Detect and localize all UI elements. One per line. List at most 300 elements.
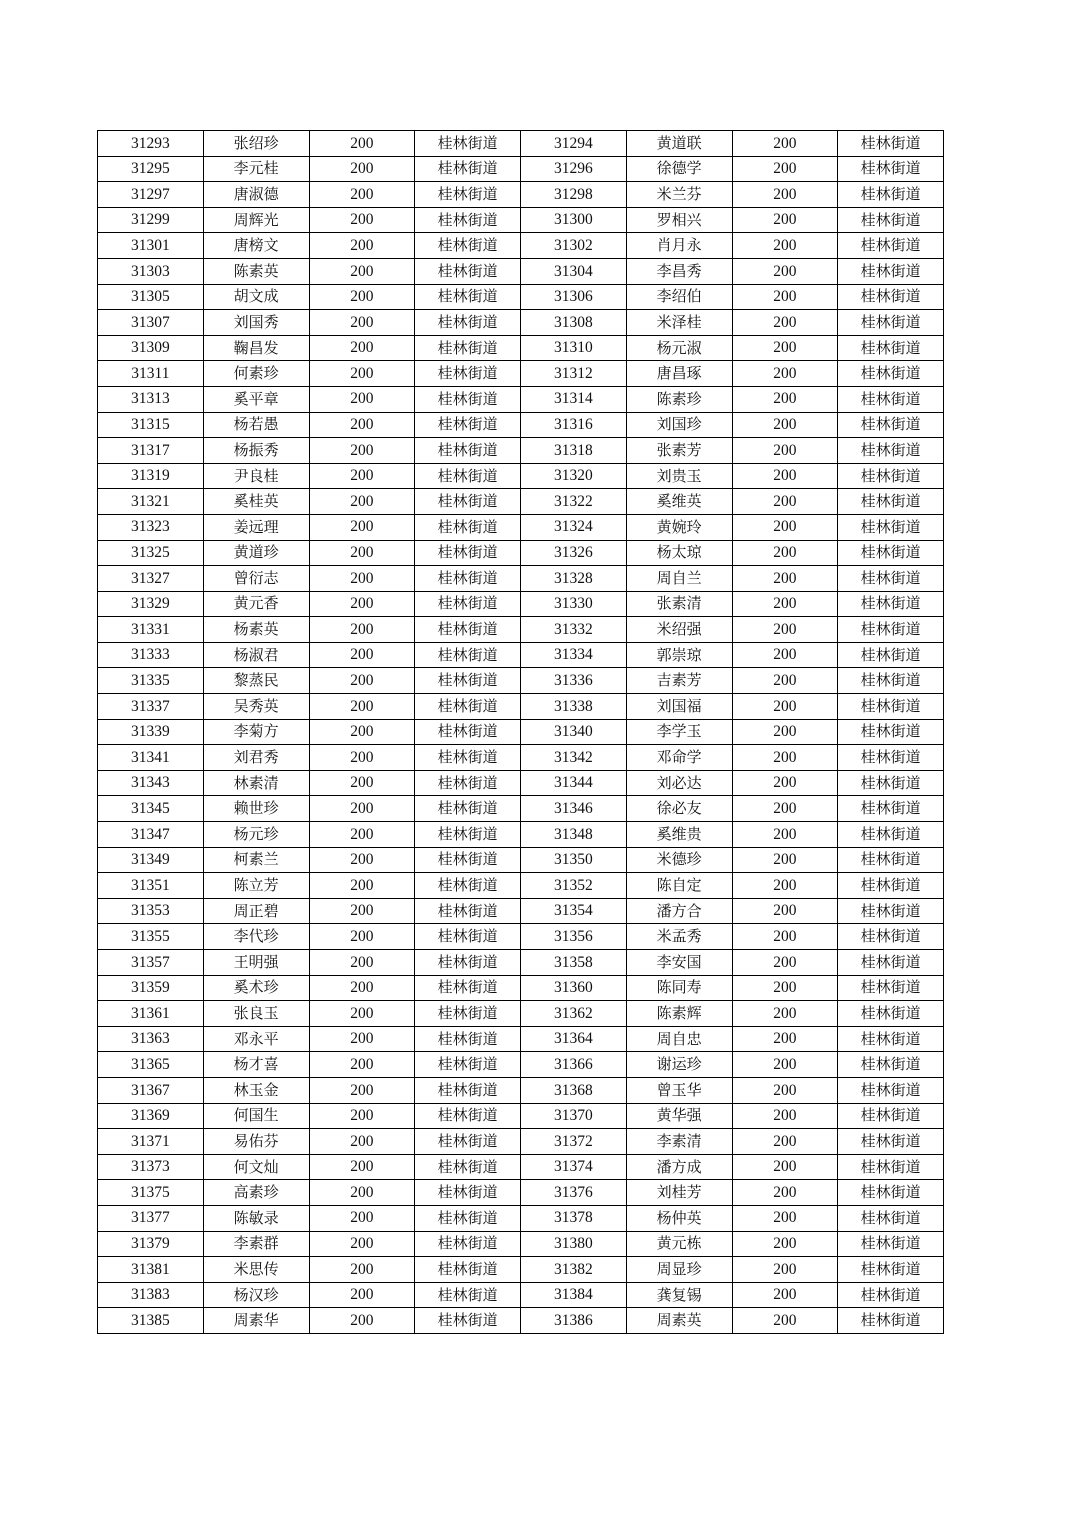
right-id-cell: 31330 — [521, 591, 627, 617]
right-amount-cell: 200 — [732, 719, 838, 745]
table-row — [98, 258, 944, 284]
table-row — [98, 642, 944, 668]
right-name-cell: 米孟秀 — [626, 924, 732, 950]
right-id-cell: 31300 — [521, 207, 627, 233]
left-name-cell: 唐淑德 — [203, 182, 309, 208]
right-amount-cell: 200 — [732, 1257, 838, 1283]
right-district-cell: 桂林街道 — [838, 1308, 944, 1334]
right-amount-cell: 200 — [732, 438, 838, 464]
left-name-cell: 陈素英 — [203, 258, 309, 284]
right-amount-cell: 200 — [732, 335, 838, 361]
right-district-cell: 桂林街道 — [838, 131, 944, 157]
right-district-cell: 桂林街道 — [838, 386, 944, 412]
left-amount-cell: 200 — [309, 591, 415, 617]
left-name-cell: 黄道珍 — [203, 540, 309, 566]
right-district-cell: 桂林街道 — [838, 156, 944, 182]
left-amount-cell: 200 — [309, 258, 415, 284]
right-amount-cell: 200 — [732, 514, 838, 540]
left-district-cell: 桂林街道 — [415, 361, 521, 387]
right-name-cell: 吉素芳 — [626, 668, 732, 694]
right-district-cell: 桂林街道 — [838, 361, 944, 387]
right-name-cell: 刘国福 — [626, 694, 732, 720]
left-amount-cell: 200 — [309, 617, 415, 643]
right-id-cell: 31302 — [521, 233, 627, 259]
right-name-cell: 李昌秀 — [626, 258, 732, 284]
left-amount-cell: 200 — [309, 873, 415, 899]
left-district-cell: 桂林街道 — [415, 745, 521, 771]
left-amount-cell: 200 — [309, 412, 415, 438]
left-district-cell: 桂林街道 — [415, 233, 521, 259]
right-district-cell: 桂林街道 — [838, 1154, 944, 1180]
left-district-cell: 桂林街道 — [415, 642, 521, 668]
left-amount-cell: 200 — [309, 1026, 415, 1052]
left-district-cell: 桂林街道 — [415, 1103, 521, 1129]
left-name-cell: 杨振秀 — [203, 438, 309, 464]
right-district-cell: 桂林街道 — [838, 1231, 944, 1257]
left-id-cell: 31303 — [98, 258, 204, 284]
right-amount-cell: 200 — [732, 924, 838, 950]
left-district-cell: 桂林街道 — [415, 284, 521, 310]
table-row — [98, 1282, 944, 1308]
left-name-cell: 周辉光 — [203, 207, 309, 233]
left-id-cell: 31325 — [98, 540, 204, 566]
right-district-cell: 桂林街道 — [838, 310, 944, 336]
left-district-cell: 桂林街道 — [415, 770, 521, 796]
table-row — [98, 1308, 944, 1334]
left-name-cell: 刘国秀 — [203, 310, 309, 336]
right-district-cell: 桂林街道 — [838, 1129, 944, 1155]
left-amount-cell: 200 — [309, 1052, 415, 1078]
right-name-cell: 奚维贵 — [626, 822, 732, 848]
left-amount-cell: 200 — [309, 233, 415, 259]
left-amount-cell: 200 — [309, 770, 415, 796]
right-district-cell: 桂林街道 — [838, 1052, 944, 1078]
right-name-cell: 刘贵玉 — [626, 463, 732, 489]
left-name-cell: 黎蒸民 — [203, 668, 309, 694]
table-row — [98, 1154, 944, 1180]
right-id-cell: 31360 — [521, 975, 627, 1001]
right-id-cell: 31312 — [521, 361, 627, 387]
right-name-cell: 米泽桂 — [626, 310, 732, 336]
left-district-cell: 桂林街道 — [415, 1077, 521, 1103]
right-district-cell: 桂林街道 — [838, 489, 944, 515]
right-id-cell: 31322 — [521, 489, 627, 515]
right-amount-cell: 200 — [732, 1282, 838, 1308]
left-amount-cell: 200 — [309, 1077, 415, 1103]
right-amount-cell: 200 — [732, 617, 838, 643]
right-name-cell: 李素清 — [626, 1129, 732, 1155]
right-district-cell: 桂林街道 — [838, 258, 944, 284]
left-id-cell: 31311 — [98, 361, 204, 387]
left-id-cell: 31371 — [98, 1129, 204, 1155]
right-name-cell: 刘桂芳 — [626, 1180, 732, 1206]
right-district-cell: 桂林街道 — [838, 1205, 944, 1231]
left-name-cell: 易佑芬 — [203, 1129, 309, 1155]
left-amount-cell: 200 — [309, 1308, 415, 1334]
right-name-cell: 黄道联 — [626, 131, 732, 157]
right-district-cell: 桂林街道 — [838, 566, 944, 592]
table-row — [98, 566, 944, 592]
table-row — [98, 463, 944, 489]
left-amount-cell: 200 — [309, 642, 415, 668]
left-id-cell: 31341 — [98, 745, 204, 771]
right-id-cell: 31380 — [521, 1231, 627, 1257]
right-amount-cell: 200 — [732, 770, 838, 796]
right-id-cell: 31364 — [521, 1026, 627, 1052]
table-row — [98, 1077, 944, 1103]
right-name-cell: 罗相兴 — [626, 207, 732, 233]
left-id-cell: 31299 — [98, 207, 204, 233]
right-district-cell: 桂林街道 — [838, 745, 944, 771]
left-name-cell: 何文灿 — [203, 1154, 309, 1180]
right-district-cell: 桂林街道 — [838, 591, 944, 617]
right-amount-cell: 200 — [732, 233, 838, 259]
right-name-cell: 张素芳 — [626, 438, 732, 464]
left-name-cell: 陈敏录 — [203, 1205, 309, 1231]
right-district-cell: 桂林街道 — [838, 1257, 944, 1283]
left-amount-cell: 200 — [309, 489, 415, 515]
right-name-cell: 陈同寿 — [626, 975, 732, 1001]
left-id-cell: 31331 — [98, 617, 204, 643]
left-id-cell: 31307 — [98, 310, 204, 336]
left-amount-cell: 200 — [309, 1231, 415, 1257]
right-id-cell: 31326 — [521, 540, 627, 566]
right-amount-cell: 200 — [732, 386, 838, 412]
left-amount-cell: 200 — [309, 898, 415, 924]
right-district-cell: 桂林街道 — [838, 898, 944, 924]
left-amount-cell: 200 — [309, 924, 415, 950]
right-district-cell: 桂林街道 — [838, 1001, 944, 1027]
left-name-cell: 杨元珍 — [203, 822, 309, 848]
right-id-cell: 31344 — [521, 770, 627, 796]
left-amount-cell: 200 — [309, 438, 415, 464]
right-id-cell: 31386 — [521, 1308, 627, 1334]
left-name-cell: 刘君秀 — [203, 745, 309, 771]
right-amount-cell: 200 — [732, 566, 838, 592]
table-row — [98, 412, 944, 438]
left-id-cell: 31351 — [98, 873, 204, 899]
right-amount-cell: 200 — [732, 822, 838, 848]
right-district-cell: 桂林街道 — [838, 514, 944, 540]
right-name-cell: 邓命学 — [626, 745, 732, 771]
right-amount-cell: 200 — [732, 1077, 838, 1103]
table-row — [98, 310, 944, 336]
right-id-cell: 31382 — [521, 1257, 627, 1283]
right-district-cell: 桂林街道 — [838, 540, 944, 566]
left-amount-cell: 200 — [309, 566, 415, 592]
left-amount-cell: 200 — [309, 1257, 415, 1283]
left-name-cell: 杨淑君 — [203, 642, 309, 668]
left-district-cell: 桂林街道 — [415, 950, 521, 976]
right-district-cell: 桂林街道 — [838, 1180, 944, 1206]
left-amount-cell: 200 — [309, 514, 415, 540]
table-row — [98, 386, 944, 412]
table-row — [98, 1231, 944, 1257]
left-amount-cell: 200 — [309, 975, 415, 1001]
right-amount-cell: 200 — [732, 745, 838, 771]
right-amount-cell: 200 — [732, 412, 838, 438]
left-name-cell: 杨汉珍 — [203, 1282, 309, 1308]
left-district-cell: 桂林街道 — [415, 310, 521, 336]
right-amount-cell: 200 — [732, 1129, 838, 1155]
left-district-cell: 桂林街道 — [415, 566, 521, 592]
right-district-cell: 桂林街道 — [838, 1026, 944, 1052]
left-district-cell: 桂林街道 — [415, 591, 521, 617]
right-district-cell: 桂林街道 — [838, 463, 944, 489]
right-amount-cell: 200 — [732, 182, 838, 208]
table-row — [98, 822, 944, 848]
right-amount-cell: 200 — [732, 489, 838, 515]
left-name-cell: 唐榜文 — [203, 233, 309, 259]
right-district-cell: 桂林街道 — [838, 1077, 944, 1103]
left-district-cell: 桂林街道 — [415, 1001, 521, 1027]
right-id-cell: 31366 — [521, 1052, 627, 1078]
left-name-cell: 吴秀英 — [203, 694, 309, 720]
left-id-cell: 31385 — [98, 1308, 204, 1334]
left-amount-cell: 200 — [309, 694, 415, 720]
left-district-cell: 桂林街道 — [415, 694, 521, 720]
table-row — [98, 1257, 944, 1283]
right-name-cell: 曾玉华 — [626, 1077, 732, 1103]
right-district-cell: 桂林街道 — [838, 233, 944, 259]
left-id-cell: 31363 — [98, 1026, 204, 1052]
left-id-cell: 31327 — [98, 566, 204, 592]
left-id-cell: 31323 — [98, 514, 204, 540]
right-amount-cell: 200 — [732, 361, 838, 387]
left-name-cell: 周正碧 — [203, 898, 309, 924]
left-district-cell: 桂林街道 — [415, 1154, 521, 1180]
right-id-cell: 31308 — [521, 310, 627, 336]
left-amount-cell: 200 — [309, 335, 415, 361]
right-amount-cell: 200 — [732, 1052, 838, 1078]
table-row — [98, 1052, 944, 1078]
right-id-cell: 31384 — [521, 1282, 627, 1308]
right-amount-cell: 200 — [732, 540, 838, 566]
right-amount-cell: 200 — [732, 796, 838, 822]
left-district-cell: 桂林街道 — [415, 1052, 521, 1078]
right-id-cell: 31298 — [521, 182, 627, 208]
table-row — [98, 438, 944, 464]
table-row — [98, 1103, 944, 1129]
left-name-cell: 林玉金 — [203, 1077, 309, 1103]
table-body — [98, 131, 944, 1334]
right-amount-cell: 200 — [732, 284, 838, 310]
left-name-cell: 鞠昌发 — [203, 335, 309, 361]
right-name-cell: 周自忠 — [626, 1026, 732, 1052]
left-name-cell: 何素珍 — [203, 361, 309, 387]
table-row — [98, 796, 944, 822]
right-amount-cell: 200 — [732, 873, 838, 899]
right-id-cell: 31342 — [521, 745, 627, 771]
left-amount-cell: 200 — [309, 1103, 415, 1129]
left-name-cell: 杨若愚 — [203, 412, 309, 438]
right-name-cell: 杨太琼 — [626, 540, 732, 566]
left-amount-cell: 200 — [309, 822, 415, 848]
left-name-cell: 邓永平 — [203, 1026, 309, 1052]
left-amount-cell: 200 — [309, 207, 415, 233]
left-id-cell: 31319 — [98, 463, 204, 489]
left-amount-cell: 200 — [309, 182, 415, 208]
table-row — [98, 1180, 944, 1206]
right-id-cell: 31304 — [521, 258, 627, 284]
right-district-cell: 桂林街道 — [838, 694, 944, 720]
right-amount-cell: 200 — [732, 950, 838, 976]
right-id-cell: 31362 — [521, 1001, 627, 1027]
left-name-cell: 奚桂英 — [203, 489, 309, 515]
left-name-cell: 曾衍志 — [203, 566, 309, 592]
table-row — [98, 950, 944, 976]
left-district-cell: 桂林街道 — [415, 182, 521, 208]
left-name-cell: 杨素英 — [203, 617, 309, 643]
right-id-cell: 31352 — [521, 873, 627, 899]
table-row — [98, 284, 944, 310]
left-name-cell: 李菊方 — [203, 719, 309, 745]
right-id-cell: 31334 — [521, 642, 627, 668]
left-district-cell: 桂林街道 — [415, 1257, 521, 1283]
table-row — [98, 770, 944, 796]
table-row — [98, 898, 944, 924]
left-id-cell: 31355 — [98, 924, 204, 950]
table-row — [98, 591, 944, 617]
left-amount-cell: 200 — [309, 1205, 415, 1231]
left-id-cell: 31379 — [98, 1231, 204, 1257]
left-amount-cell: 200 — [309, 668, 415, 694]
table-row — [98, 975, 944, 1001]
right-district-cell: 桂林街道 — [838, 207, 944, 233]
right-id-cell: 31376 — [521, 1180, 627, 1206]
right-id-cell: 31320 — [521, 463, 627, 489]
right-district-cell: 桂林街道 — [838, 770, 944, 796]
left-id-cell: 31369 — [98, 1103, 204, 1129]
left-name-cell: 张良玉 — [203, 1001, 309, 1027]
table-row — [98, 719, 944, 745]
left-district-cell: 桂林街道 — [415, 1026, 521, 1052]
left-name-cell: 柯素兰 — [203, 847, 309, 873]
right-name-cell: 郭崇琼 — [626, 642, 732, 668]
left-amount-cell: 200 — [309, 950, 415, 976]
right-district-cell: 桂林街道 — [838, 1103, 944, 1129]
left-id-cell: 31343 — [98, 770, 204, 796]
left-district-cell: 桂林街道 — [415, 258, 521, 284]
right-name-cell: 刘国珍 — [626, 412, 732, 438]
left-id-cell: 31381 — [98, 1257, 204, 1283]
left-id-cell: 31321 — [98, 489, 204, 515]
right-amount-cell: 200 — [732, 847, 838, 873]
right-id-cell: 31294 — [521, 131, 627, 157]
left-district-cell: 桂林街道 — [415, 924, 521, 950]
left-district-cell: 桂林街道 — [415, 1129, 521, 1155]
table-row — [98, 207, 944, 233]
left-district-cell: 桂林街道 — [415, 1282, 521, 1308]
left-amount-cell: 200 — [309, 284, 415, 310]
right-id-cell: 31340 — [521, 719, 627, 745]
left-amount-cell: 200 — [309, 745, 415, 771]
table-row — [98, 1001, 944, 1027]
right-id-cell: 31348 — [521, 822, 627, 848]
right-amount-cell: 200 — [732, 898, 838, 924]
right-name-cell: 刘必达 — [626, 770, 732, 796]
left-id-cell: 31349 — [98, 847, 204, 873]
left-name-cell: 何国生 — [203, 1103, 309, 1129]
left-id-cell: 31367 — [98, 1077, 204, 1103]
right-district-cell: 桂林街道 — [838, 182, 944, 208]
left-district-cell: 桂林街道 — [415, 386, 521, 412]
left-amount-cell: 200 — [309, 796, 415, 822]
right-id-cell: 31374 — [521, 1154, 627, 1180]
left-name-cell: 奚术珍 — [203, 975, 309, 1001]
left-id-cell: 31359 — [98, 975, 204, 1001]
left-id-cell: 31317 — [98, 438, 204, 464]
right-amount-cell: 200 — [732, 1308, 838, 1334]
right-district-cell: 桂林街道 — [838, 975, 944, 1001]
right-name-cell: 徐德学 — [626, 156, 732, 182]
right-id-cell: 31318 — [521, 438, 627, 464]
left-name-cell: 尹良桂 — [203, 463, 309, 489]
right-name-cell: 张素清 — [626, 591, 732, 617]
right-amount-cell: 200 — [732, 1205, 838, 1231]
left-district-cell: 桂林街道 — [415, 131, 521, 157]
right-amount-cell: 200 — [732, 310, 838, 336]
left-amount-cell: 200 — [309, 156, 415, 182]
right-name-cell: 李学玉 — [626, 719, 732, 745]
right-name-cell: 米绍强 — [626, 617, 732, 643]
right-amount-cell: 200 — [732, 1180, 838, 1206]
right-name-cell: 谢运珍 — [626, 1052, 732, 1078]
table-row — [98, 540, 944, 566]
right-id-cell: 31346 — [521, 796, 627, 822]
left-district-cell: 桂林街道 — [415, 617, 521, 643]
left-district-cell: 桂林街道 — [415, 412, 521, 438]
left-id-cell: 31337 — [98, 694, 204, 720]
left-name-cell: 李代珍 — [203, 924, 309, 950]
left-name-cell: 王明强 — [203, 950, 309, 976]
table-row — [98, 847, 944, 873]
right-amount-cell: 200 — [732, 156, 838, 182]
table-row — [98, 156, 944, 182]
right-amount-cell: 200 — [732, 1001, 838, 1027]
right-id-cell: 31370 — [521, 1103, 627, 1129]
table-row — [98, 694, 944, 720]
left-district-cell: 桂林街道 — [415, 489, 521, 515]
left-name-cell: 胡文成 — [203, 284, 309, 310]
left-name-cell: 林素清 — [203, 770, 309, 796]
left-amount-cell: 200 — [309, 1154, 415, 1180]
left-name-cell: 姜远理 — [203, 514, 309, 540]
right-name-cell: 陈素辉 — [626, 1001, 732, 1027]
right-name-cell: 李安国 — [626, 950, 732, 976]
right-id-cell: 31324 — [521, 514, 627, 540]
left-district-cell: 桂林街道 — [415, 719, 521, 745]
right-amount-cell: 200 — [732, 1103, 838, 1129]
left-amount-cell: 200 — [309, 1001, 415, 1027]
left-amount-cell: 200 — [309, 847, 415, 873]
right-amount-cell: 200 — [732, 1231, 838, 1257]
left-district-cell: 桂林街道 — [415, 335, 521, 361]
left-district-cell: 桂林街道 — [415, 1308, 521, 1334]
right-id-cell: 31338 — [521, 694, 627, 720]
left-amount-cell: 200 — [309, 719, 415, 745]
table-row — [98, 1205, 944, 1231]
right-name-cell: 陈素珍 — [626, 386, 732, 412]
right-name-cell: 肖月永 — [626, 233, 732, 259]
left-amount-cell: 200 — [309, 463, 415, 489]
left-amount-cell: 200 — [309, 540, 415, 566]
right-amount-cell: 200 — [732, 1154, 838, 1180]
right-amount-cell: 200 — [732, 668, 838, 694]
table-row — [98, 182, 944, 208]
left-amount-cell: 200 — [309, 1129, 415, 1155]
left-id-cell: 31297 — [98, 182, 204, 208]
